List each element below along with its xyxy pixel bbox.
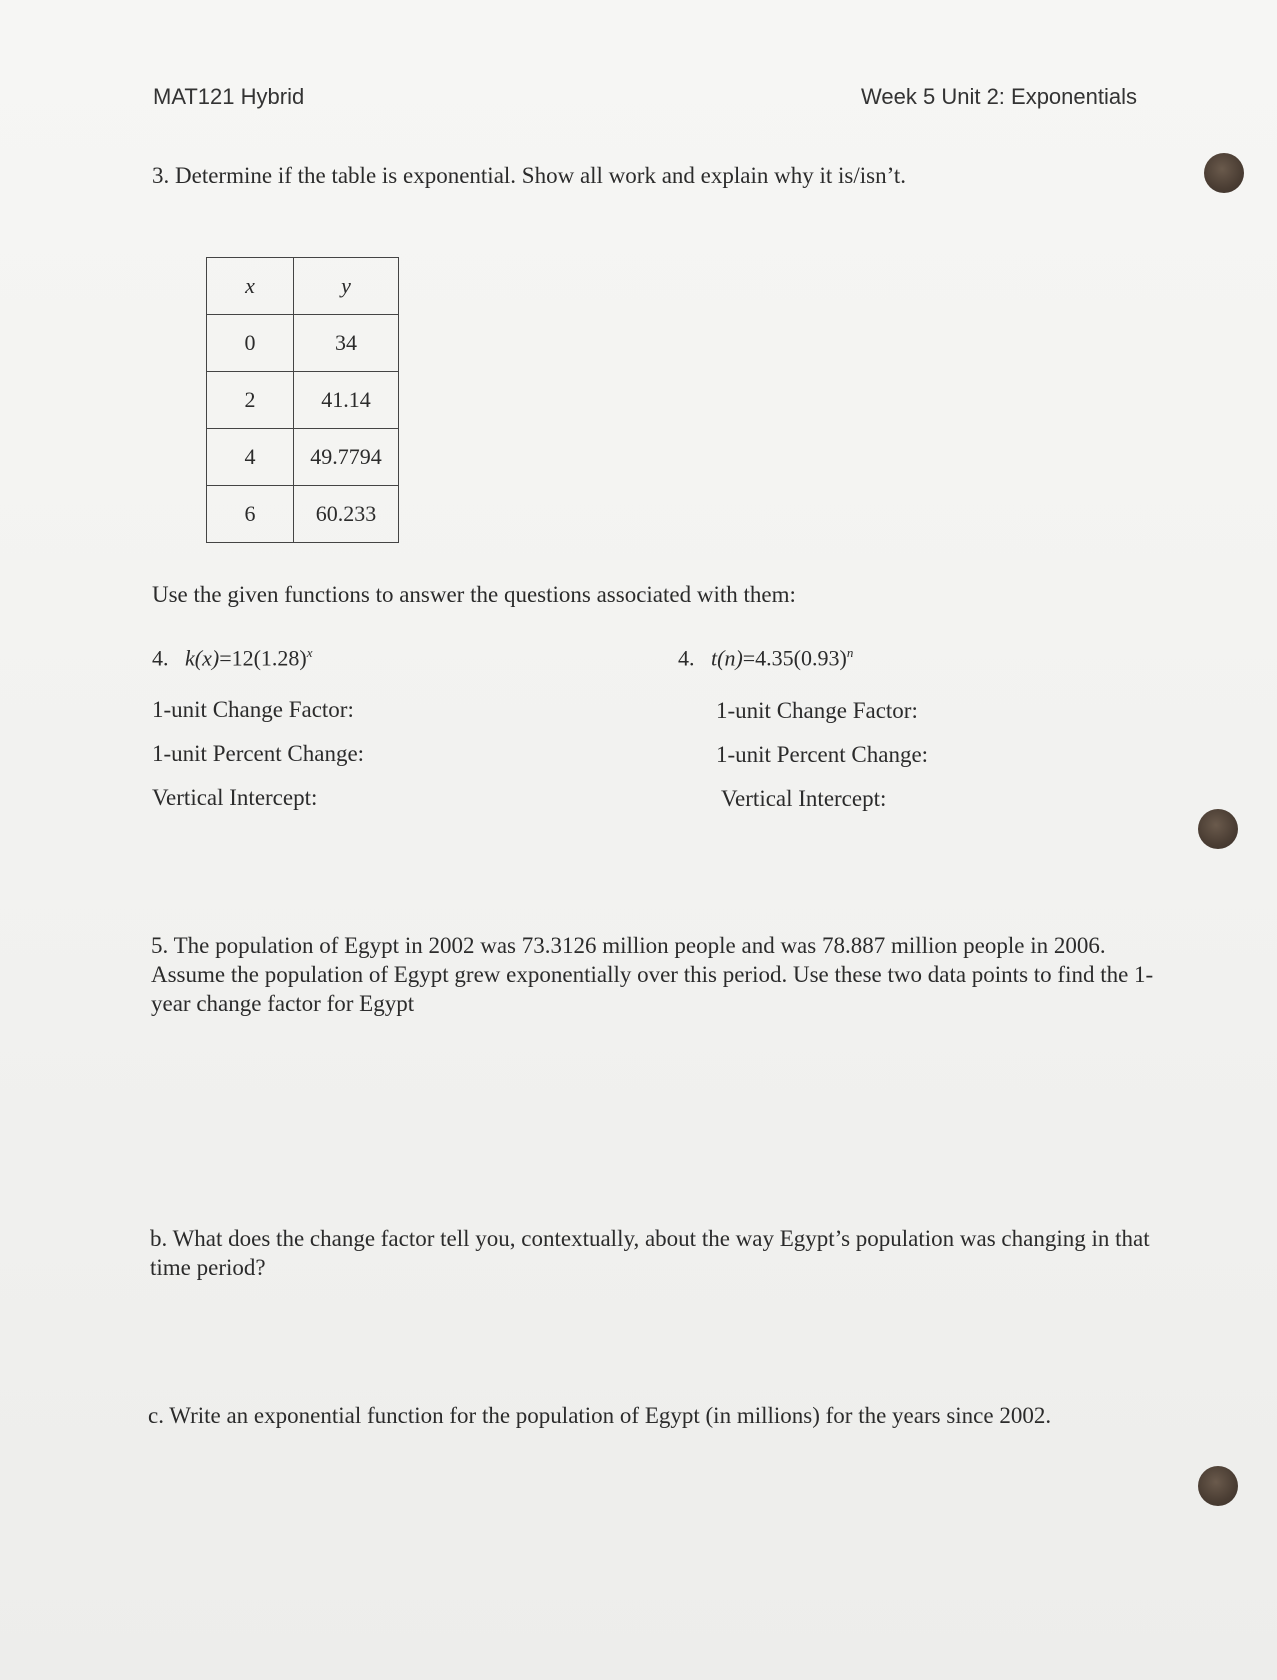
table-row [207, 315, 399, 372]
function-t-lhs: t(n) [711, 645, 743, 671]
function-k [152, 645, 313, 671]
table-cell-x: 6 [207, 486, 294, 543]
left-percent-change-label: 1-unit Percent Change: [152, 741, 365, 766]
function-k-number: 4. [152, 645, 169, 671]
right-change-factor-label: 1-unit Change Factor: [716, 698, 918, 723]
binder-hole-middle [1198, 809, 1238, 849]
xy-table [206, 257, 399, 543]
question-5c-text: c. Write an exponential function for the population of Egypt (in millions) for the years since 2002. [148, 1403, 1052, 1428]
right-percent-change-label: 1-unit Percent Change: [716, 742, 929, 767]
table-cell-x: 2 [207, 372, 294, 429]
table-header-row [207, 258, 399, 315]
function-k-rhs: =12(1.28) [219, 645, 307, 671]
question-3-text: 3. Determine if the table is exponential. Show all work and explain why it is/isn’t. [152, 163, 906, 188]
function-t-number: 4. [678, 645, 695, 671]
table-cell-y: 34 [294, 315, 399, 372]
table-cell-x: 4 [207, 429, 294, 486]
table-cell-y: 49.7794 [294, 429, 399, 486]
table-cell-y: 41.14 [294, 372, 399, 429]
table-row [207, 372, 399, 429]
table-header-y: y [294, 258, 399, 315]
function-k-exponent: x [306, 645, 313, 660]
course-title: MAT121 Hybrid [153, 84, 305, 109]
binder-hole-top [1204, 153, 1244, 193]
left-vertical-intercept-label: Vertical Intercept: [152, 785, 318, 810]
function-t-rhs: =4.35(0.93) [742, 645, 847, 671]
functions-intro: Use the given functions to answer the questions associated with them: [152, 582, 796, 607]
function-t [678, 645, 853, 671]
table-header-x: x [207, 258, 294, 315]
left-change-factor-label: 1-unit Change Factor: [152, 697, 354, 722]
question-5-text: 5. The population of Egypt in 2002 was 73.3126 million people and was 78.887 million people in 2006. Assume the population of Egypt grew exponentially over this period. Use these two data points to find the 1-year change factor for Egypt [151, 933, 1154, 1016]
table-cell-y: 60.233 [294, 486, 399, 543]
table-cell-x: 0 [207, 315, 294, 372]
table-row [207, 486, 399, 543]
function-t-exponent: n [846, 645, 854, 660]
table-row [207, 429, 399, 486]
question-5b-text: b. What does the change factor tell you, contextually, about the way Egypt’s population was changing in that time period? [150, 1226, 1150, 1280]
unit-title: Week 5 Unit 2: Exponentials [861, 84, 1137, 109]
binder-hole-bottom [1198, 1466, 1238, 1506]
right-vertical-intercept-label: Vertical Intercept: [721, 786, 887, 811]
function-k-lhs: k(x) [185, 645, 220, 671]
